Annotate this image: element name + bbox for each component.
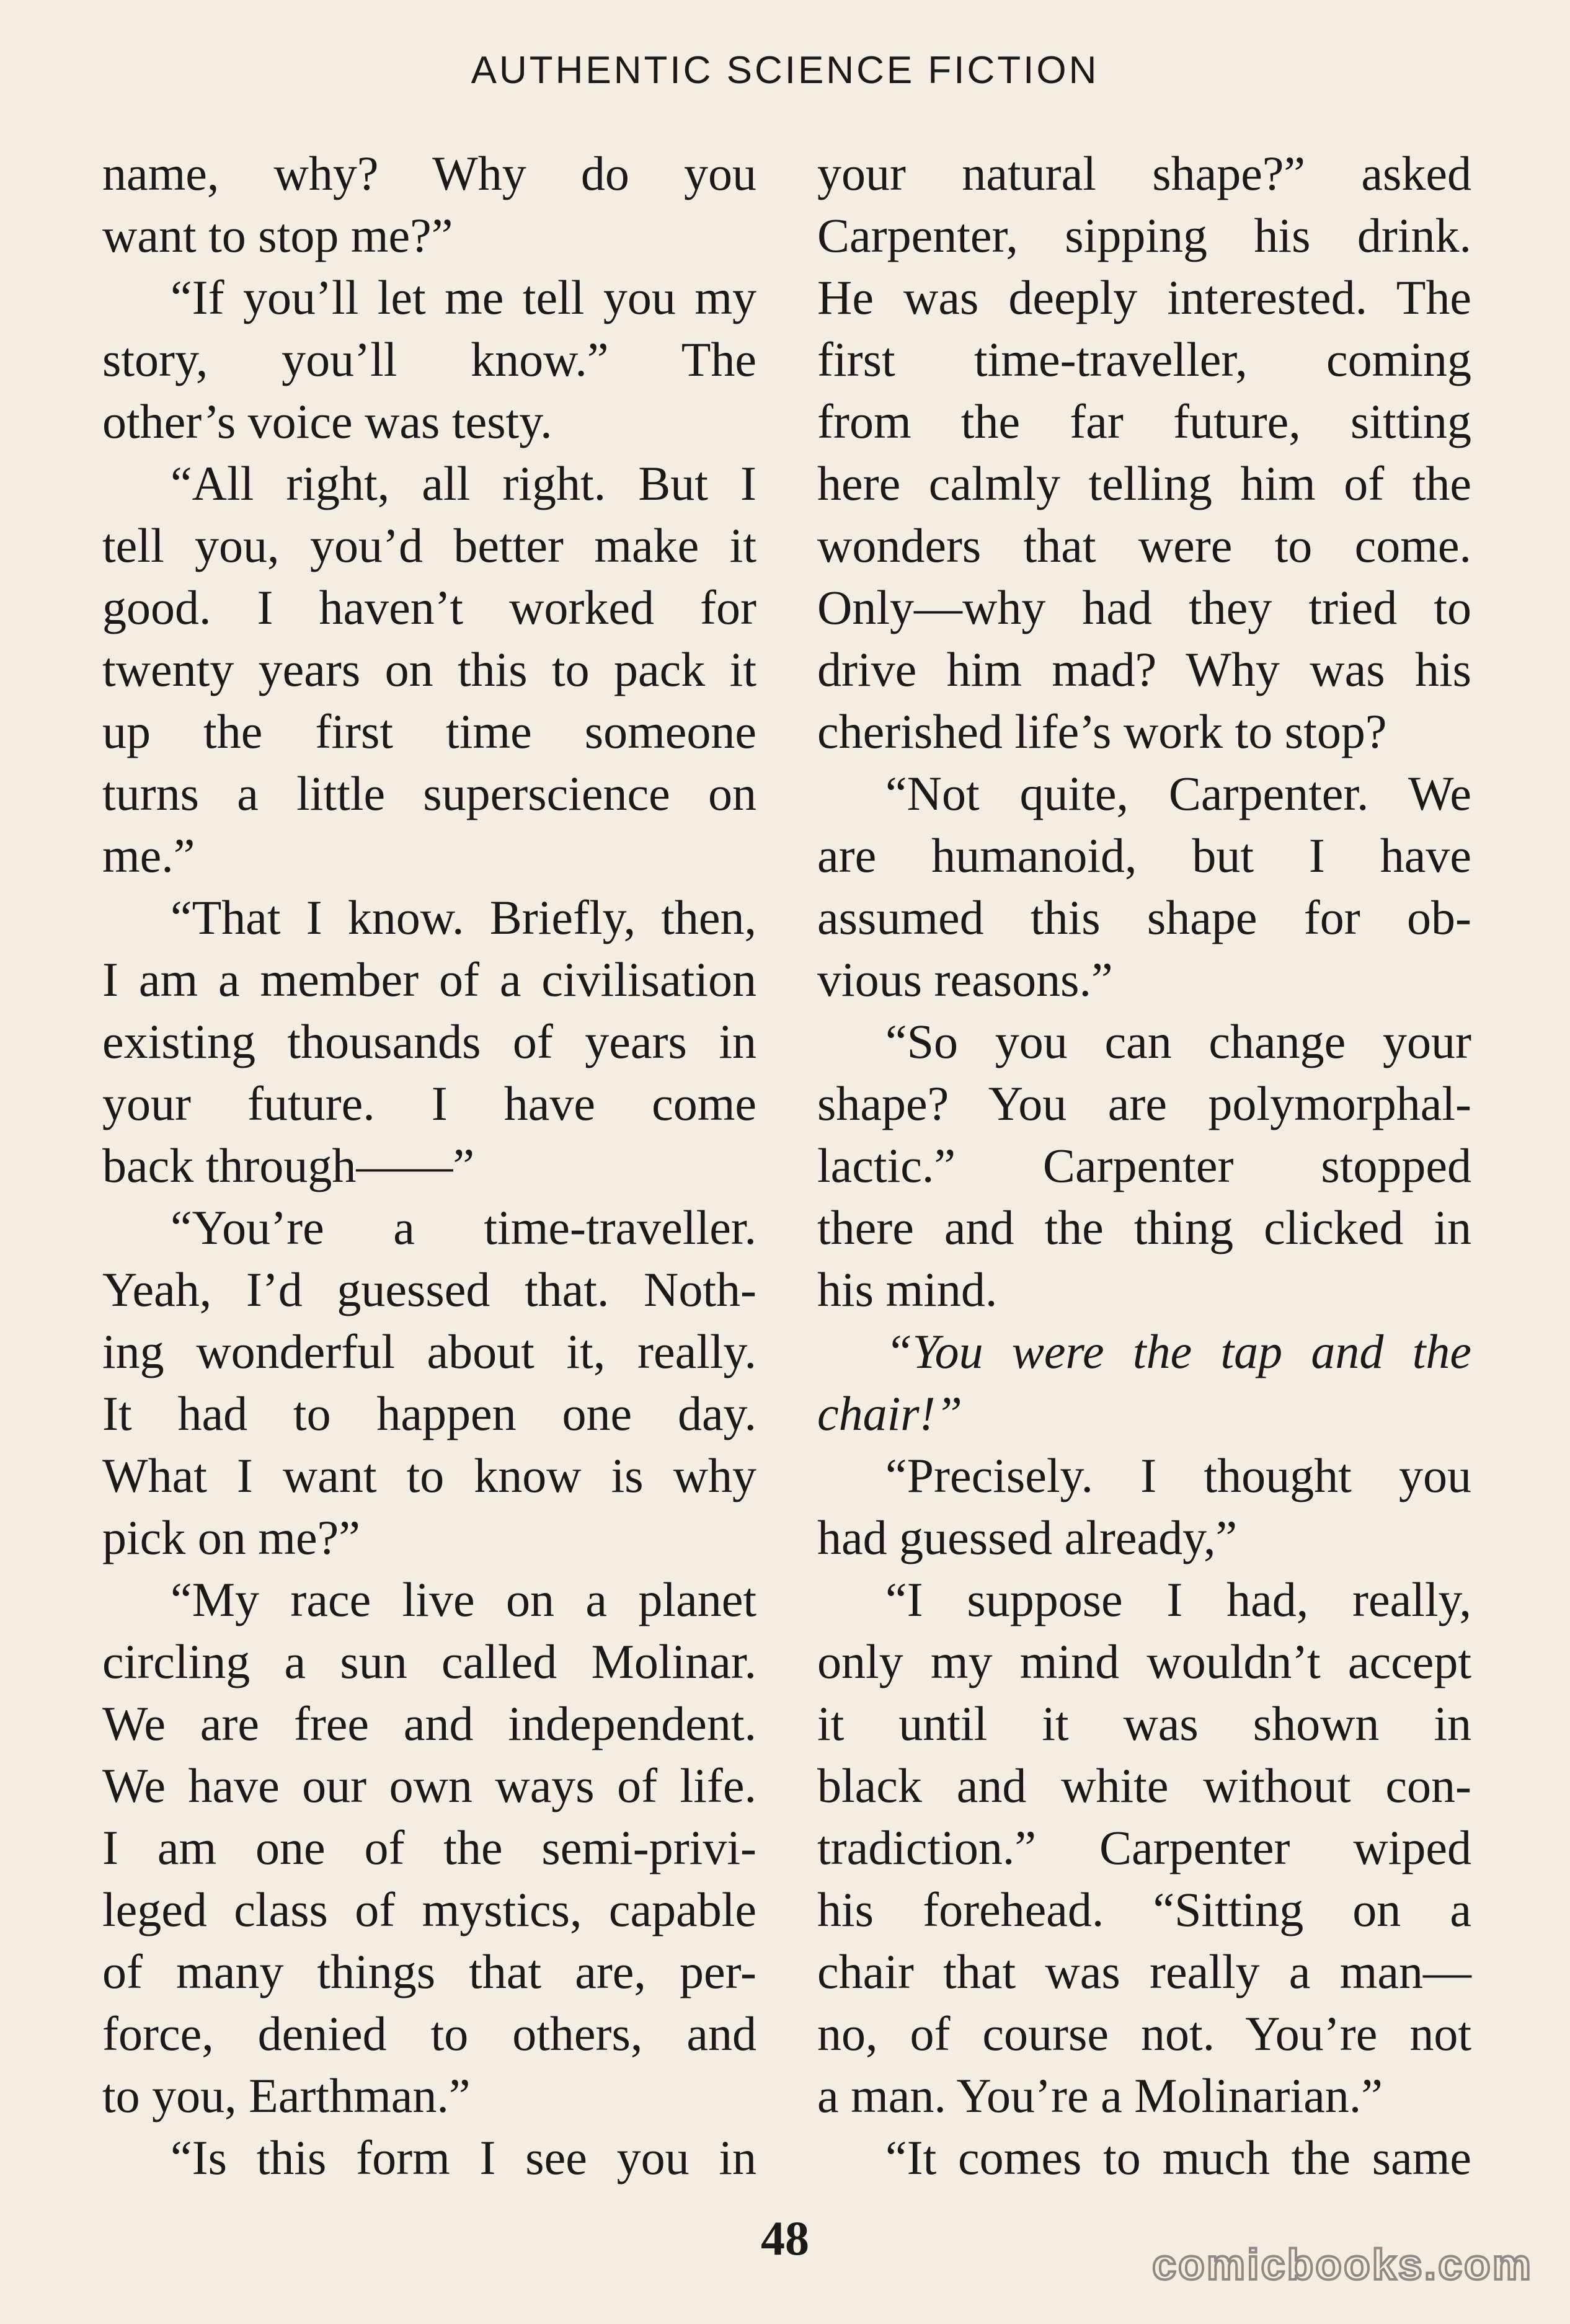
text-line: a man. You’re a Molinarian.” (817, 2069, 1383, 2122)
text-line: assumed this shape for ob- (817, 890, 1471, 944)
text-line: black and white without con- (817, 1759, 1471, 1812)
text-line: good. I haven’t worked for (102, 580, 756, 634)
text-line: vious reasons.” (817, 952, 1113, 1006)
text-line: What I want to know is why (102, 1448, 756, 1502)
text-line: your future. I have come (102, 1076, 756, 1130)
text-line: “That I know. Briefly, then, (171, 890, 756, 944)
text-line: to you, Earthman.” (102, 2069, 471, 2122)
text-line: “Is this form I see you in (171, 2131, 756, 2184)
text-line: It had to happen one day. (102, 1386, 756, 1440)
text-line: turns a little superscience on (102, 766, 756, 820)
text-line: story, you’ll know.” The (102, 332, 756, 386)
text-line: “I suppose I had, really, (885, 1572, 1471, 1626)
right-text-column (817, 143, 1471, 2189)
watermark-logo: comicbooks.com (1152, 2240, 1533, 2289)
text-line: of many things that are, per- (102, 1945, 756, 1998)
text-line: lactic.” Carpenter stopped (817, 1138, 1471, 1192)
text-line: Carpenter, sipping his drink. (817, 208, 1471, 262)
text-line: from the far future, sitting (817, 394, 1471, 448)
text-line: “Precisely. I thought you (885, 1448, 1471, 1502)
text-line: “You’re a time-traveller. (171, 1200, 756, 1254)
text-line: “All right, all right. But I (171, 456, 756, 510)
page-number: 48 (761, 2211, 809, 2265)
text-line: want to stop me?” (102, 208, 453, 262)
text-line: drive him mad? Why was his (817, 642, 1471, 696)
text-line: “My race live on a planet (171, 1572, 756, 1626)
text-line: it until it was shown in (817, 1696, 1471, 1750)
text-line: twenty years on this to pack it (102, 642, 756, 696)
text-line: I am a member of a civilisation (102, 952, 756, 1006)
text-line: only my mind wouldn’t accept (817, 1634, 1471, 1688)
text-line: other’s voice was testy. (102, 394, 552, 448)
text-line: are humanoid, but I have (817, 828, 1471, 882)
text-line: “Not quite, Carpenter. We (885, 766, 1471, 820)
text-line: ing wonderful about it, really. (102, 1324, 756, 1378)
text-line: cherished life’s work to stop? (817, 704, 1387, 758)
text-line: circling a sun called Molinar. (102, 1634, 756, 1688)
text-line: back through——” (102, 1138, 475, 1192)
text-line: wonders that were to come. (817, 518, 1471, 572)
text-line: I am one of the semi-privi- (102, 1821, 756, 1874)
text-line: here calmly telling him of the (817, 456, 1471, 510)
text-line: tradiction.” Carpenter wiped (817, 1821, 1471, 1874)
text-line: pick on me?” (102, 1510, 360, 1564)
text-line: up the first time someone (102, 704, 756, 758)
text-line: Only—why had they tried to (817, 580, 1471, 634)
text-line: force, denied to others, and (102, 2007, 756, 2060)
text-line: no, of course not. You’re not (817, 2007, 1471, 2060)
text-line: first time-traveller, coming (817, 332, 1471, 386)
text-line: name, why? Why do you (102, 146, 756, 200)
text-line: chair that was really a man— (817, 1945, 1471, 1998)
text-line: existing thousands of years in (102, 1014, 756, 1068)
text-line: had guessed already,” (817, 1510, 1238, 1564)
text-line: me.” (102, 828, 195, 882)
left-text-column (102, 143, 756, 2189)
text-line: your natural shape?” asked (817, 146, 1471, 200)
text-line: “It comes to much the same (885, 2131, 1471, 2184)
text-line: his mind. (817, 1262, 998, 1316)
text-line: his forehead. “Sitting on a (817, 1883, 1471, 1936)
text-line: We have our own ways of life. (102, 1759, 756, 1812)
text-line: tell you, you’d better make it (102, 518, 756, 572)
text-line: “So you can change your (885, 1014, 1471, 1068)
text-line: there and the thing clicked in (817, 1200, 1471, 1254)
text-line: Yeah, I’d guessed that. Noth- (102, 1262, 756, 1316)
text-line: “You were the tap and the (885, 1324, 1471, 1378)
text-line: leged class of mystics, capable (102, 1883, 756, 1936)
running-header: AUTHENTIC SCIENCE FICTION (471, 49, 1099, 92)
text-line: He was deeply interested. The (817, 270, 1471, 324)
text-line: “If you’ll let me tell you my (171, 270, 756, 324)
text-line: chair!” (817, 1386, 962, 1440)
text-line: shape? You are polymorphal- (817, 1076, 1471, 1130)
text-line: We are free and independent. (102, 1696, 756, 1750)
